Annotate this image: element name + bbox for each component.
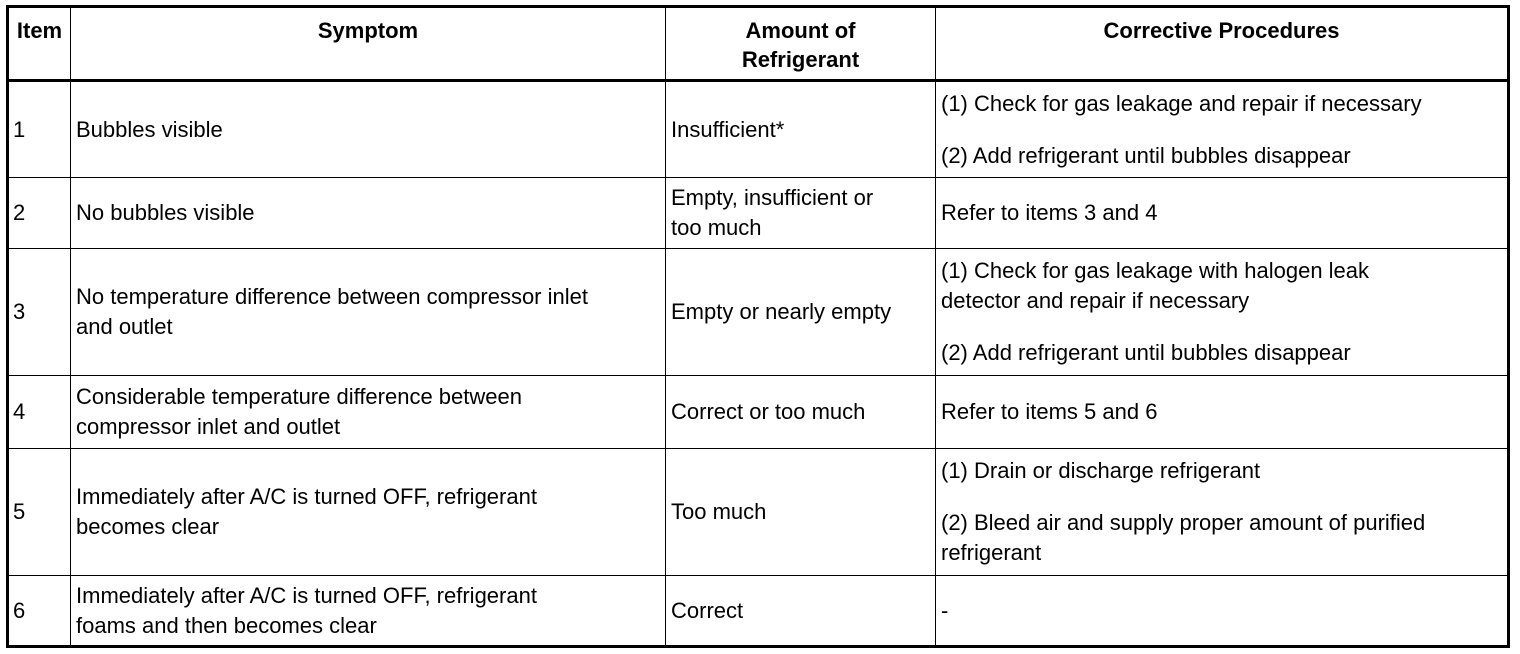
procedure-gap — [941, 119, 1502, 141]
procedure-line: (2) Add refrigerant until bubbles disappear — [941, 142, 1351, 168]
symptom-line: Considerable temperature difference between — [76, 384, 522, 409]
procedure-line: detector and repair if necessary — [941, 288, 1250, 313]
symptom-line: foams and then becomes clear — [76, 612, 377, 638]
procedure-line: Refer to items 5 and 6 — [941, 399, 1158, 424]
procedure-gap — [941, 316, 1502, 338]
amount-line: Correct or too much — [671, 399, 866, 424]
cell-procedures — [936, 249, 1509, 376]
procedure-gap — [941, 486, 1502, 508]
procedure-line: - — [941, 597, 949, 623]
cell-symptom — [71, 576, 666, 647]
procedure-line: (1) Check for gas leakage and repair if necessary — [941, 90, 1422, 116]
cell-amount — [666, 449, 936, 576]
cell-symptom — [71, 178, 666, 249]
symptom-line: Immediately after A/C is turned OFF, refrigerant — [76, 484, 537, 509]
cell-item: 3 — [8, 249, 71, 376]
amount-line: Insufficient* — [671, 116, 785, 142]
cell-item: 2 — [8, 178, 71, 249]
cell-procedures — [936, 449, 1509, 576]
cell-amount — [666, 81, 936, 178]
table-row — [8, 576, 1509, 647]
cell-item: 1 — [8, 81, 71, 178]
procedure-line: (2) Add refrigerant until bubbles disappear — [941, 340, 1351, 365]
symptom-line: Bubbles visible — [76, 116, 223, 142]
cell-symptom — [71, 376, 666, 449]
amount-line: too much — [671, 215, 762, 240]
procedure-line: (1) Drain or discharge refrigerant — [941, 458, 1261, 483]
cell-item: 6 — [8, 576, 71, 647]
cell-procedures — [936, 178, 1509, 249]
header-amount-line2: Refrigerant — [741, 47, 860, 72]
table-row — [8, 449, 1509, 576]
table-body — [8, 81, 1509, 647]
header-item: Item — [8, 7, 71, 81]
amount-line: Empty, insufficient or — [671, 185, 874, 210]
procedure-line: refrigerant — [941, 540, 1042, 565]
amount-line: Empty or nearly empty — [671, 299, 892, 324]
header-procedures: Corrective Procedures — [936, 7, 1509, 81]
symptom-line: Immediately after A/C is turned OFF, refrigerant — [76, 582, 537, 608]
procedure-line: (1) Check for gas leakage with halogen leak — [941, 258, 1370, 283]
table-row — [8, 376, 1509, 449]
table-row — [8, 81, 1509, 178]
procedure-line: (2) Bleed air and supply proper amount of purified — [941, 510, 1426, 535]
cell-symptom — [71, 449, 666, 576]
cell-symptom — [71, 81, 666, 178]
procedure-line: Refer to items 3 and 4 — [941, 200, 1158, 225]
refrigerant-diagnosis-table — [6, 5, 1510, 648]
table-header — [8, 7, 1509, 81]
cell-procedures — [936, 576, 1509, 647]
symptom-line: becomes clear — [76, 514, 220, 539]
table-row — [8, 249, 1509, 376]
header-symptom: Symptom — [71, 7, 666, 81]
header-row — [8, 7, 1509, 81]
symptom-line: and outlet — [76, 314, 173, 339]
cell-procedures — [936, 81, 1509, 178]
table-row — [8, 178, 1509, 249]
cell-item: 5 — [8, 449, 71, 576]
cell-amount — [666, 178, 936, 249]
cell-amount — [666, 576, 936, 647]
cell-item: 4 — [8, 376, 71, 449]
header-amount — [666, 7, 936, 81]
cell-amount — [666, 376, 936, 449]
symptom-line: No bubbles visible — [76, 200, 255, 225]
cell-procedures — [936, 376, 1509, 449]
amount-line: Correct — [671, 597, 744, 623]
header-amount-line1: Amount of — [745, 18, 856, 43]
symptom-line: compressor inlet and outlet — [76, 414, 341, 439]
symptom-line: No temperature difference between compressor inlet — [76, 284, 588, 309]
cell-symptom — [71, 249, 666, 376]
amount-line: Too much — [671, 499, 767, 524]
cell-amount — [666, 249, 936, 376]
